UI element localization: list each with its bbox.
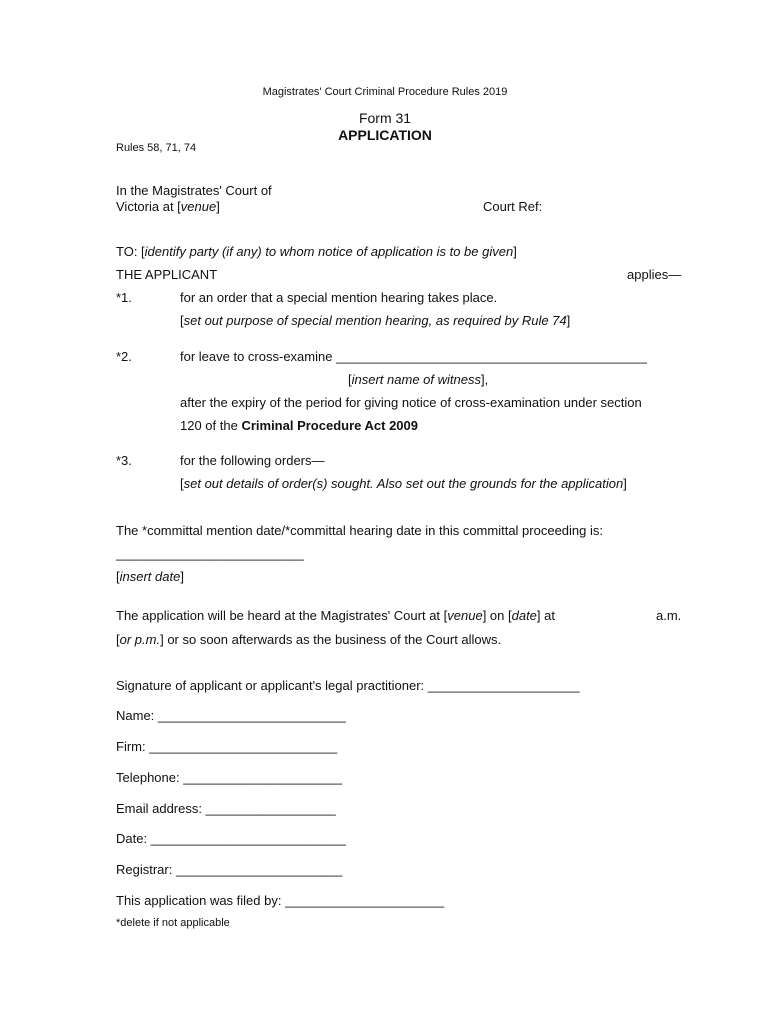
hearing-line-1: The application will be heard at the Magistrates' Court at [venue] on [date] at (116, 608, 555, 623)
item-2-witness: [insert name of witness], (348, 372, 489, 387)
item-3-note: [set out details of order(s) sought. Also set out the grounds for the application] (180, 476, 627, 491)
rules-title: Magistrates' Court Criminal Procedure Rules 2019 (262, 86, 508, 98)
item-1-text: for an order that a special mention hearing takes place. (180, 290, 498, 305)
firm-field: Firm: __________________________ (116, 739, 338, 754)
item-2-text: for leave to cross-examine ___________________________________________ (180, 349, 647, 364)
to-line: TO: [identify party (if any) to whom notice of application is to be given] (116, 244, 517, 259)
footnote: *delete if not applicable (116, 917, 230, 929)
venue-placeholder: venue (180, 199, 217, 214)
item-2-number: *2. (116, 349, 132, 364)
hearing-line-2: [or p.m.] or so soon afterwards as the business of the Court allows. (116, 632, 502, 647)
hearing-am: a.m. (656, 608, 682, 623)
rules-reference: Rules 58, 71, 74 (116, 142, 197, 154)
filed-by-field: This application was filed by: ______________________ (116, 893, 445, 908)
item-3-number: *3. (116, 453, 132, 468)
form-number: Form 31 (358, 110, 412, 126)
court-line-2: Victoria at [venue] (116, 199, 220, 214)
item-2-line-4: 120 of the Criminal Procedure Act 2009 (180, 418, 418, 433)
court-ref-label: Court Ref: (483, 199, 543, 214)
signature-field: Signature of applicant or applicant's legal practitioner: _____________________ (116, 678, 580, 693)
court-line-1: In the Magistrates' Court of (116, 183, 272, 198)
committal-insert-date: [insert date] (116, 569, 184, 584)
applies-label: applies— (627, 267, 682, 282)
telephone-field: Telephone: ______________________ (116, 770, 343, 785)
applicant-label: THE APPLICANT (116, 267, 218, 282)
form-title: APPLICATION (338, 127, 432, 143)
committal-blank: __________________________ (116, 546, 304, 561)
act-name: Criminal Procedure Act 2009 (241, 418, 418, 433)
name-field: Name: __________________________ (116, 708, 346, 723)
item-1-number: *1. (116, 290, 132, 305)
date-field: Date: ___________________________ (116, 831, 346, 846)
item-2-line-3: after the expiry of the period for giving notice of cross-examination under section (180, 395, 642, 410)
email-field: Email address: __________________ (116, 801, 336, 816)
committal-line: The *committal mention date/*committal hearing date in this committal proceeding is: (116, 523, 603, 538)
item-1-note: [set out purpose of special mention hearing, as required by Rule 74] (180, 313, 571, 328)
item-3-text: for the following orders— (180, 453, 325, 468)
registrar-field: Registrar: _______________________ (116, 862, 343, 877)
